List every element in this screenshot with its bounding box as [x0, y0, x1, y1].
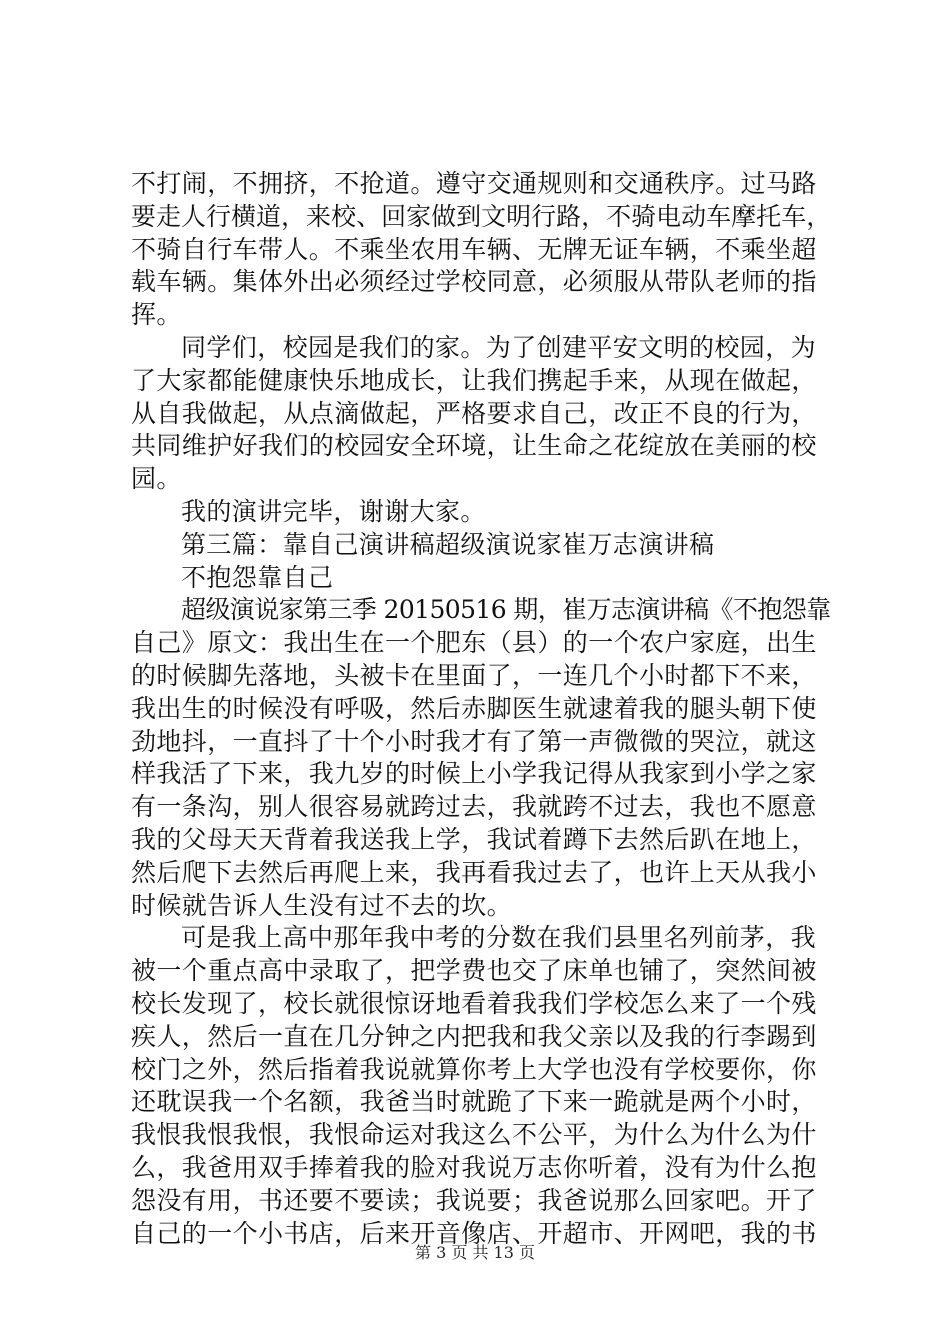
text-line: 自己》原文：我出生在一个肥东（县）的一个农户家庭，出生: [131, 628, 817, 658]
page-footer: 第 3 页 共 13 页: [415, 1243, 535, 1262]
text-line: 超级演说家第三季 20150516 期，崔万志演讲稿《不抱怨靠: [181, 595, 831, 625]
text-line: 我的父母天天背着我送我上学，我试着蹲下去然后趴在地上，: [131, 824, 817, 854]
text-line: 园。: [131, 464, 182, 494]
text-line: 要走人行横道，来校、回家做到文明行路，不骑电动车摩托车，: [131, 201, 832, 231]
text-line: 载车辆。集体外出必须经过学校同意，必须服从带队老师的指: [131, 267, 817, 297]
text-line: 我恨我恨我恨，我恨命运对我这么不公平，为什么为什么为什: [131, 1120, 817, 1150]
text-line: 还耽误我一个名额，我爸当时就跪了下来一跪就是两个小时，: [131, 1087, 817, 1117]
text-line: 可是我上高中那年我中考的分数在我们县里名列前茅，我: [181, 923, 817, 953]
text-line: 自己的一个小书店，后来开音像店、开超市、开网吧，我的书: [131, 1218, 817, 1248]
text-line: 第三篇：靠自己演讲稿超级演说家崔万志演讲稿: [181, 529, 715, 559]
text-line: 我的演讲完毕，谢谢大家。: [181, 496, 486, 526]
text-line: 校门之外，然后指着我说就算你考上大学也没有学校要你，你: [131, 1054, 817, 1084]
text-line: 不打闹，不拥挤，不抢道。遵守交通规则和交通秩序。过马路: [131, 169, 817, 198]
text-line: 从自我做起，从点滴做起，严格要求自己，改正不良的行为，: [131, 398, 817, 428]
text-line: 不骑自行车带人。不乘坐农用车辆、无牌无证车辆，不乘坐超: [131, 234, 817, 264]
text-line: 有一条沟，别人很容易就跨过去，我就跨不过去，我也不愿意: [131, 792, 817, 822]
text-line: 样我活了下来，我九岁的时候上小学我记得从我家到小学之家: [131, 759, 817, 789]
text-line: 同学们，校园是我们的家。为了创建平安文明的校园，为: [181, 332, 817, 362]
text-line: 么，我爸用双手捧着我的脸对我说万志你听着，没有为什么抱: [131, 1152, 817, 1182]
text-line: 我出生的时候没有呼吸，然后赤脚医生就逮着我的腿头朝下使: [131, 693, 817, 723]
document-body: [131, 168, 831, 1250]
text-line: 怨没有用，书还要不要读；我说要；我爸说那么回家吧。开了: [131, 1185, 817, 1215]
text-line: 挥。: [131, 300, 182, 330]
text-line: 校长发现了，校长就很惊讶地看着我我们学校怎么来了一个残: [131, 988, 817, 1018]
text-line: 了大家都能健康快乐地成长，让我们携起手来，从现在做起，: [131, 365, 817, 395]
text-line: 劲地抖，一直抖了十个小时我才有了第一声微微的哭泣，就这: [131, 726, 817, 756]
text-line: 不抱怨靠自己: [181, 562, 334, 592]
text-line: 疾人，然后一直在几分钟之内把我和我父亲以及我的行李踢到: [131, 1021, 817, 1051]
text-line: 然后爬下去然后再爬上来，我再看我过去了，也许上天从我小: [131, 857, 817, 887]
text-line: 被一个重点高中录取了，把学费也交了床单也铺了，突然间被: [131, 956, 817, 986]
text-line: 的时候脚先落地，头被卡在里面了，一连几个小时都下不来，: [131, 660, 817, 690]
text-line: 时候就告诉人生没有过不去的坎。: [131, 890, 513, 920]
text-line: 共同维护好我们的校园安全环境，让生命之花绽放在美丽的校: [131, 431, 817, 461]
